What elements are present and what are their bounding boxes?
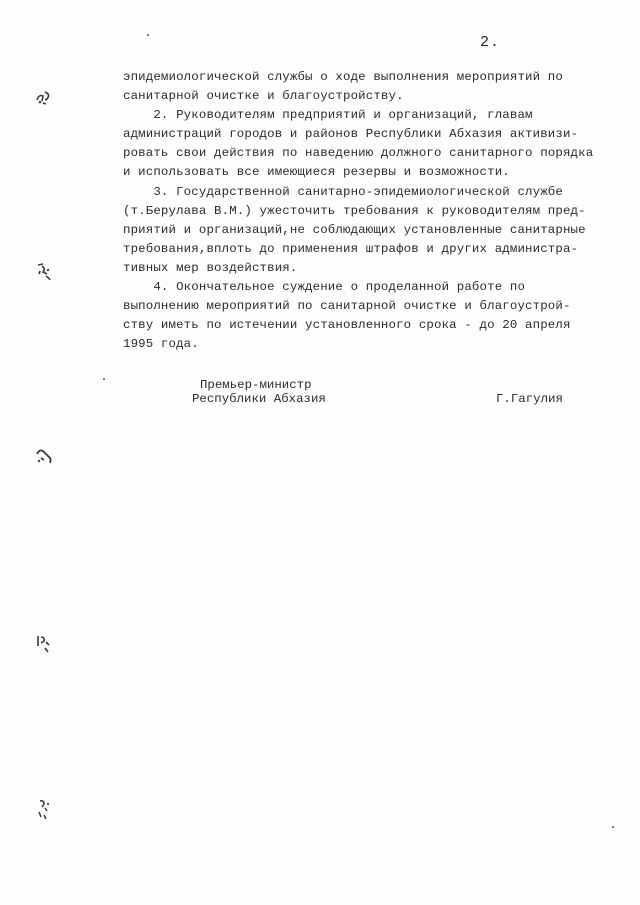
page-number: 2. (480, 34, 501, 51)
body-line: тивных мер воздействия. (123, 260, 298, 275)
binding-hole-mark-icon (34, 260, 56, 282)
body-line: эпидемиологической службы о ходе выполнения мероприятий по (123, 70, 563, 84)
body-line: администраций городов и районов Республики Абхазия активизи- (123, 127, 579, 142)
signatory-title-line-2: Республики Абхазия (192, 392, 326, 406)
binding-hole-mark-icon (34, 444, 56, 466)
binding-hole-mark-icon (34, 632, 56, 654)
binding-hole-mark-icon (34, 86, 56, 108)
body-line: санитарной очистке и благоустройству. (123, 89, 404, 104)
body-line: 2. Руководителям предприятий и организаций, главам (123, 108, 533, 123)
body-line: выполнению мероприятий по санитарной очистке и благоустрой- (123, 299, 571, 314)
paper-speck (147, 34, 149, 36)
paper-speck (103, 378, 105, 380)
signatory-title-line-1: Премьер-министр (200, 378, 312, 392)
body-line: 3. Государственной санитарно-эпидемиологической службе (123, 184, 563, 199)
body-line: 4. Окончательное суждение о проделанной работе по (123, 280, 526, 295)
document-body (123, 68, 593, 354)
body-line: 1995 года. (123, 337, 199, 352)
paper-speck (612, 826, 614, 828)
binding-hole-mark-icon (34, 798, 56, 820)
signatory-name: Г.Гагулия (496, 392, 563, 406)
body-line: и использовать все имеющиеся резервы и возможности. (123, 165, 510, 180)
body-line: приятий и организаций,не соблюдающих установленные санитарные (123, 222, 586, 237)
body-line: ровать свои действия по наведению должного санитарного порядка (123, 146, 594, 161)
body-line: требования,вплоть до применения штрафов и других администра- (123, 241, 579, 256)
body-line: ству иметь по истечении установленного срока - до 20 апреля (123, 318, 571, 333)
body-line: (т.Берулава В.М.) ужесточить требования к руководителям пред- (123, 203, 586, 218)
